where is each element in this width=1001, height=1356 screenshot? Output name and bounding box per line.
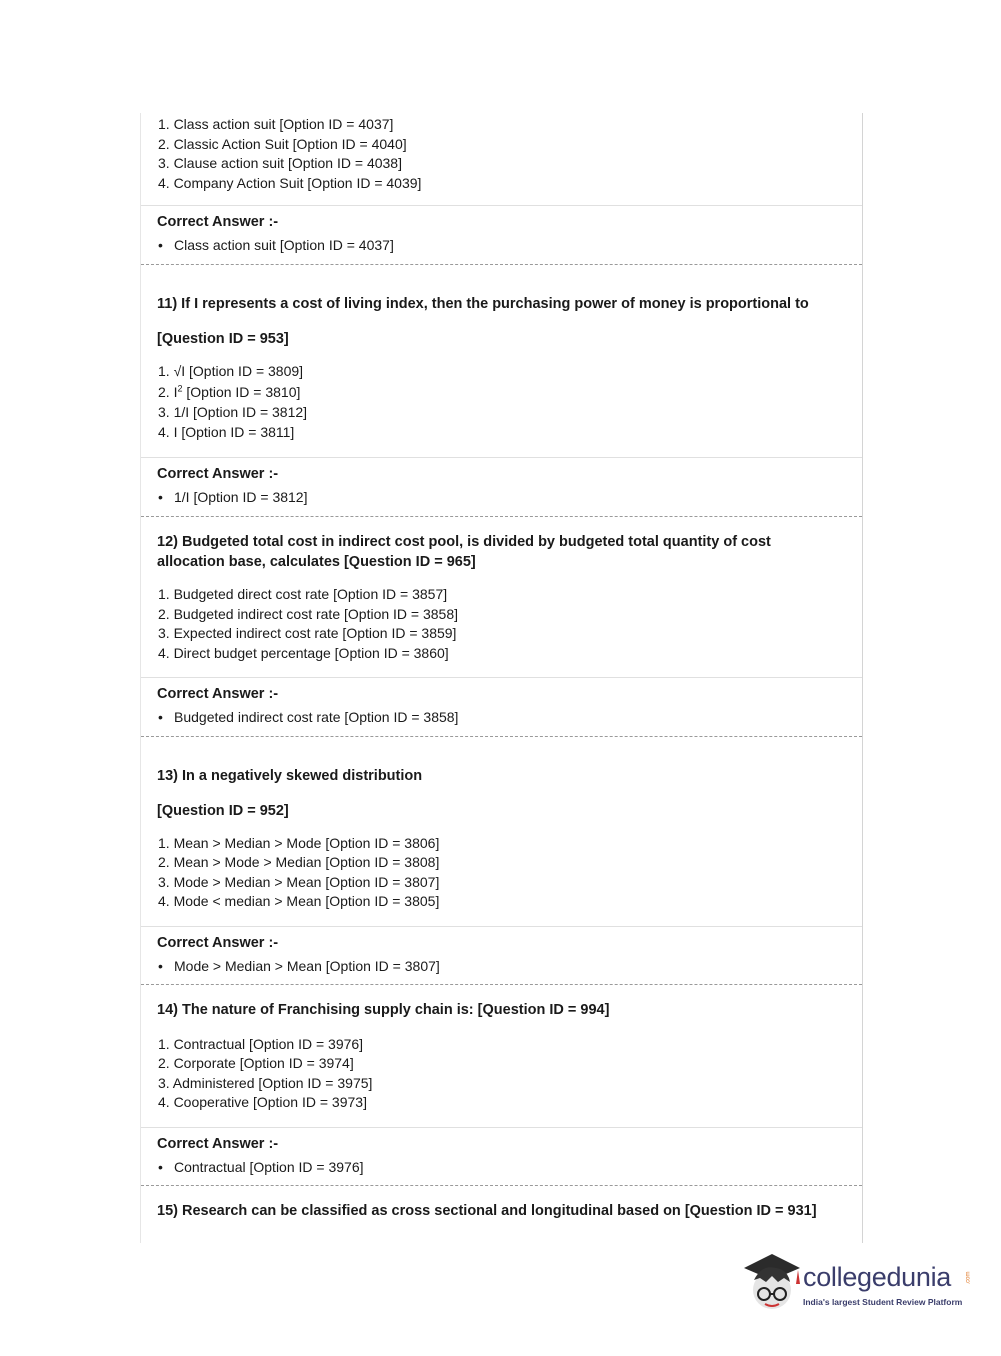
option-item: 3. Clause action suit [Option ID = 4038] xyxy=(158,155,402,172)
divider xyxy=(141,677,862,678)
q12-answer-block xyxy=(141,684,862,727)
q11-block xyxy=(141,295,862,442)
correct-answer: • Class action suit [Option ID = 4037] xyxy=(158,237,394,253)
correct-answer: • 1/I [Option ID = 3812] xyxy=(158,489,308,505)
correct-answer-label: Correct Answer :- xyxy=(157,214,279,230)
q12-block xyxy=(141,533,862,663)
correct-answer-label: Correct Answer :- xyxy=(157,686,279,702)
question-text: 12) Budgeted total cost in indirect cost pool, is divided by budgeted total quantity of cost xyxy=(157,534,771,550)
question-id: [Question ID = 952] xyxy=(157,802,289,819)
correct-answer: • Mode > Median > Mean [Option ID = 3807] xyxy=(158,958,440,974)
option-item: 1. √I [Option ID = 3809] xyxy=(158,362,304,379)
option-item: 1. Contractual [Option ID = 3976] xyxy=(158,1035,364,1052)
correct-answer-label: Correct Answer :- xyxy=(157,466,279,482)
option-item: 1. Class action suit [Option ID = 4037] xyxy=(158,116,394,132)
exam-sheet xyxy=(140,113,863,1243)
option-item: 3. Mode > Median > Mean [Option ID = 3807] xyxy=(158,873,440,890)
option-text: 2. I xyxy=(158,384,178,401)
question-text: allocation base, calculates [Question ID = 965] xyxy=(157,553,476,570)
q10-answer-block xyxy=(141,212,862,255)
option-text: [Option ID = 3810] xyxy=(182,384,301,401)
option-item: 4. Company Action Suit [Option ID = 4039] xyxy=(158,174,422,191)
collegedunia-mascot-icon xyxy=(742,1250,802,1320)
brand-suffix: .com xyxy=(965,1271,972,1285)
brand-name: collegedunia xyxy=(803,1262,952,1292)
question-separator xyxy=(141,984,862,985)
option-item: 2. Classic Action Suit [Option ID = 4040] xyxy=(158,135,407,152)
correct-answer-text: Class action suit [Option ID = 4037] xyxy=(174,237,394,253)
question-text: 15) Research can be classified as cross sectional and longitudinal based on [Question ID = 931] xyxy=(157,1203,817,1219)
q11-answer-block xyxy=(141,464,862,507)
divider xyxy=(141,457,862,458)
correct-answer-label: Correct Answer :- xyxy=(157,1136,279,1152)
option-item: 1. Mean > Median > Mode [Option ID = 3806] xyxy=(158,834,440,851)
superscript: 2 xyxy=(177,383,183,394)
correct-answer-text: 1/I [Option ID = 3812] xyxy=(174,489,308,505)
correct-answer-label: Correct Answer :- xyxy=(157,935,279,951)
option-item: 3. Expected indirect cost rate [Option ID = 3859] xyxy=(158,625,457,642)
q11-options xyxy=(141,362,862,443)
option-item: 2. Budgeted indirect cost rate [Option ID = 3858] xyxy=(158,605,459,622)
q10-options-block xyxy=(141,115,862,193)
question-text: 11) If I represents a cost of living index, then the purchasing power of money is proportional to xyxy=(157,296,809,312)
correct-answer-text: Mode > Median > Mean [Option ID = 3807] xyxy=(174,958,440,974)
question-separator xyxy=(141,736,862,737)
question-text: 13) In a negatively skewed distribution xyxy=(157,768,423,784)
q14-options xyxy=(141,1035,862,1113)
question-separator xyxy=(141,516,862,517)
divider xyxy=(141,1127,862,1128)
q14-answer-block xyxy=(141,1134,862,1177)
q13-options xyxy=(141,834,862,912)
option-item: 2. Mean > Mode > Median [Option ID = 3808] xyxy=(158,854,440,871)
q13-answer-block xyxy=(141,933,862,976)
option-item: 1. Budgeted direct cost rate [Option ID = 3857] xyxy=(158,586,448,602)
divider xyxy=(141,205,862,206)
option-item: 4. Cooperative [Option ID = 3973] xyxy=(158,1094,367,1111)
option-item xyxy=(141,381,862,403)
question-id: [Question ID = 953] xyxy=(157,330,289,347)
option-item: 4. I [Option ID = 3811] xyxy=(158,423,295,440)
correct-answer: • Budgeted indirect cost rate [Option ID = 3858] xyxy=(158,709,459,725)
correct-answer: • Contractual [Option ID = 3976] xyxy=(158,1159,364,1175)
correct-answer-text: Contractual [Option ID = 3976] xyxy=(174,1159,364,1175)
option-item: 2. Corporate [Option ID = 3974] xyxy=(158,1055,354,1072)
question-text: 14) The nature of Franchising supply chain is: [Question ID = 994] xyxy=(157,1002,610,1018)
q14-block xyxy=(141,1001,862,1113)
option-item: 4. Mode < median > Mean [Option ID = 3805] xyxy=(158,893,440,910)
option-item: 3. 1/I [Option ID = 3812] xyxy=(158,404,308,421)
brand-tagline: India's largest Student Review Platform xyxy=(803,1297,963,1307)
q13-block xyxy=(141,767,862,912)
option-item: 4. Direct budget percentage [Option ID = 3860] xyxy=(158,644,449,661)
q12-options xyxy=(141,585,862,663)
q15-block xyxy=(141,1202,862,1222)
question-separator xyxy=(141,264,862,265)
correct-answer-text: Budgeted indirect cost rate [Option ID = 3858] xyxy=(174,709,459,725)
divider xyxy=(141,926,862,927)
option-item: 3. Administered [Option ID = 3975] xyxy=(158,1074,373,1091)
question-separator xyxy=(141,1185,862,1186)
q10-options xyxy=(141,115,862,193)
